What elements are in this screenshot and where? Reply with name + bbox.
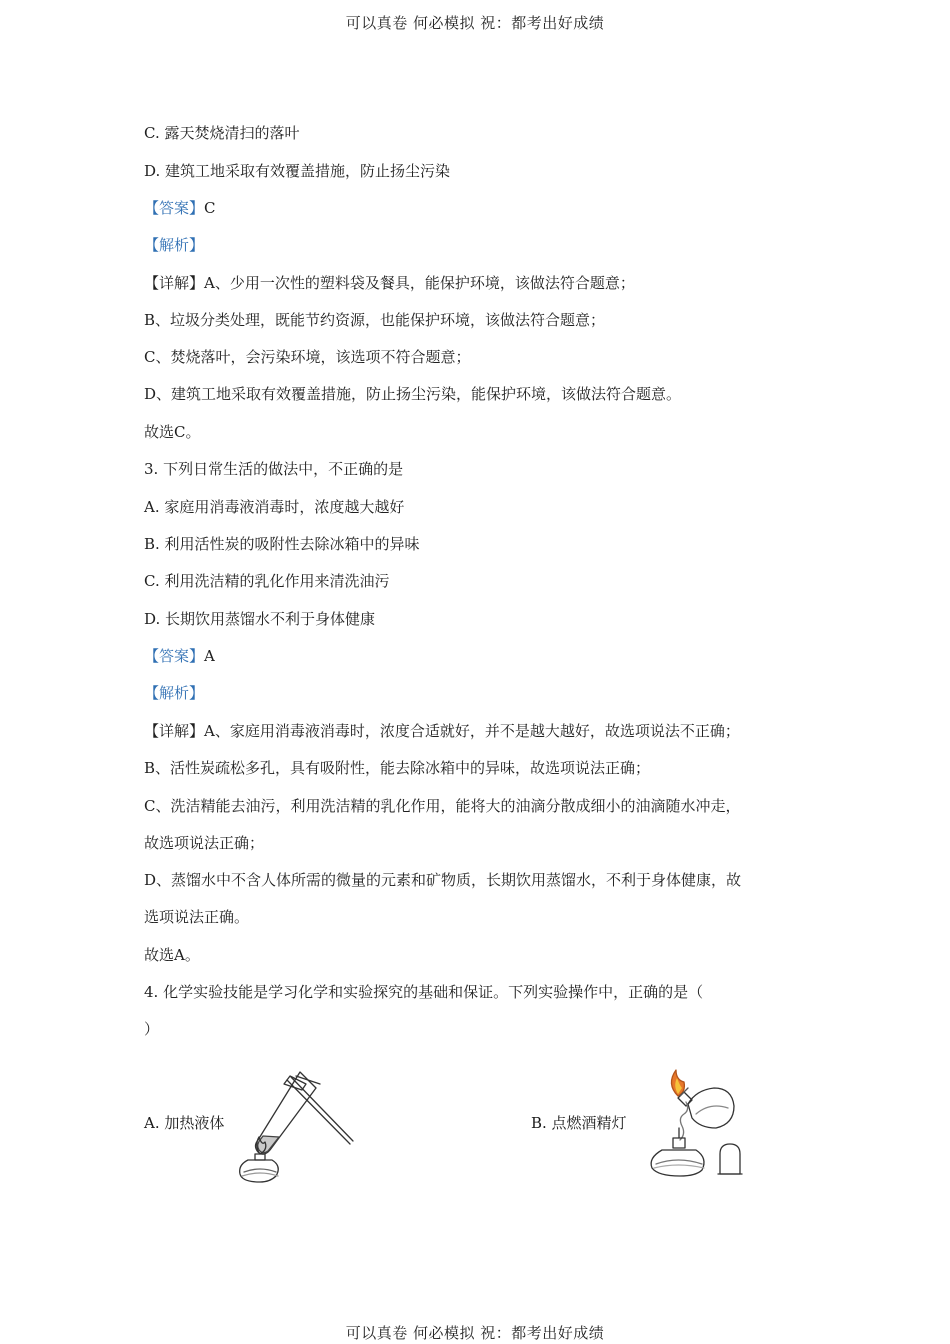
q3-detail-line-4: 故选项说法正确； bbox=[144, 834, 265, 852]
q2-detail-line-2: B、垃圾分类处理，既能节约资源，也能保护环境，该做法符合题意； bbox=[144, 311, 606, 329]
q3-option-c: C. 利用洗洁精的乳化作用来清洗油污 bbox=[144, 572, 390, 590]
q3-detail-line-3: C、洗洁精能去油污，利用洗洁精的乳化作用，能将大的油滴分散成细小的油滴随水冲走， bbox=[144, 797, 741, 815]
q3-option-a: A. 家庭用消毒液消毒时，浓度越大越好 bbox=[144, 498, 405, 516]
q2-detail-line-4: D、建筑工地采取有效覆盖措施，防止扬尘污染，能保护环境，该做法符合题意。 bbox=[144, 385, 682, 403]
q3-stem: 3. 下列日常生活的做法中，不正确的是 bbox=[144, 460, 404, 478]
detail-text: A、家庭用消毒液消毒时，浓度合适就好，并不是越大越好，故选项说法不正确； bbox=[204, 722, 740, 740]
answer-tag: 【答案】 bbox=[144, 199, 205, 217]
answer-value: C bbox=[204, 199, 216, 217]
q2-analysis-tag: 【解析】 bbox=[144, 236, 205, 254]
detail-text: A、少用一次性的塑料袋及餐具，能保护环境，该做法符合题意； bbox=[204, 274, 635, 292]
heating-liquid-illustration bbox=[232, 1062, 357, 1184]
page-header: 可以真卷 何必模拟 祝：都考出好成绩 bbox=[345, 14, 605, 32]
q3-analysis-tag: 【解析】 bbox=[144, 684, 205, 702]
q4-stem-line-1: 4. 化学实验技能是学习化学和实验探究的基础和保证。下列实验操作中，正确的是（ bbox=[144, 983, 704, 1001]
q3-option-d: D. 长期饮用蒸馏水不利于身体健康 bbox=[144, 610, 376, 628]
q2-detail-line-1 bbox=[144, 273, 635, 293]
detail-tag: 【详解】 bbox=[144, 274, 205, 292]
q4-stem-line-2: ） bbox=[144, 1020, 160, 1038]
q2-conclusion: 故选C。 bbox=[144, 423, 201, 441]
q3-detail-line-1 bbox=[144, 721, 740, 741]
answer-tag: 【答案】 bbox=[144, 647, 205, 665]
q2-option-c: C. 露天焚烧清扫的落叶 bbox=[144, 124, 300, 142]
q3-option-b: B. 利用活性炭的吸附性去除冰箱中的异味 bbox=[144, 535, 420, 553]
q3-answer bbox=[144, 646, 215, 666]
q4-option-b-label: B. 点燃酒精灯 bbox=[531, 1114, 627, 1132]
page-footer: 可以真卷 何必模拟 祝：都考出好成绩 bbox=[345, 1324, 605, 1342]
q2-answer bbox=[144, 198, 216, 218]
q3-detail-line-2: B、活性炭疏松多孔，具有吸附性，能去除冰箱中的异味，故选项说法正确； bbox=[144, 759, 651, 777]
q3-detail-line-6: 选项说法正确。 bbox=[144, 908, 250, 926]
q3-conclusion: 故选A。 bbox=[144, 946, 200, 964]
q4-option-a-label: A. 加热液体 bbox=[144, 1114, 225, 1132]
answer-value: A bbox=[204, 647, 215, 665]
lighting-alcohol-lamp-illustration bbox=[640, 1066, 748, 1178]
q2-detail-line-3: C、焚烧落叶，会污染环境，该选项不符合题意； bbox=[144, 348, 471, 366]
detail-tag: 【详解】 bbox=[144, 722, 205, 740]
q3-detail-line-5: D、蒸馏水中不含人体所需的微量的元素和矿物质，长期饮用蒸馏水，不利于身体健康，故 bbox=[144, 871, 742, 889]
q2-option-d: D. 建筑工地采取有效覆盖措施，防止扬尘污染 bbox=[144, 162, 451, 180]
